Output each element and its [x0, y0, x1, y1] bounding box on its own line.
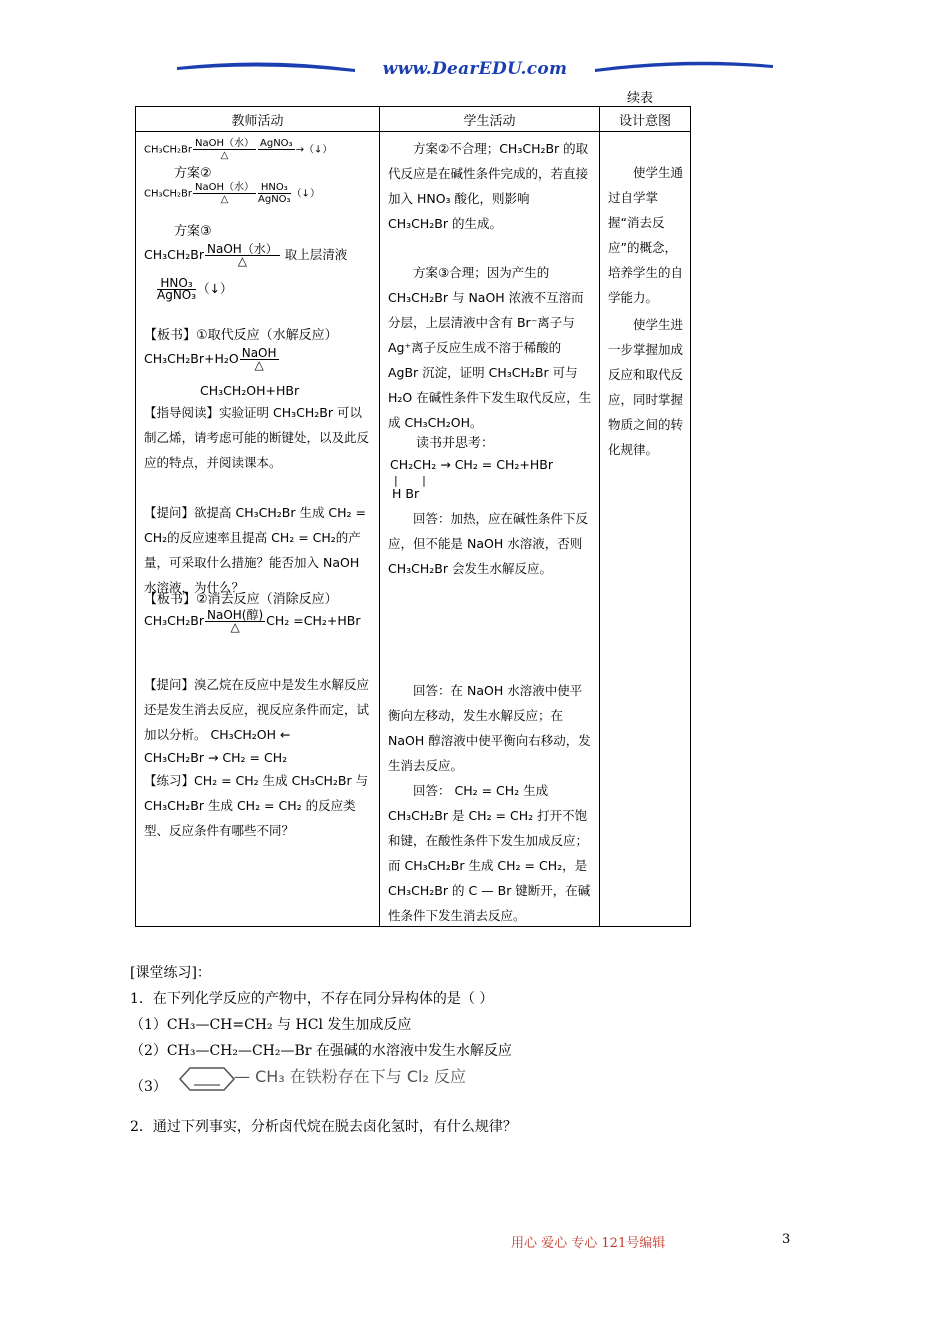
equation-4-right: CH₃CH₂OH+HBr: [200, 383, 300, 398]
exercise-section: [130, 960, 517, 1140]
student-answer-2: 回答：在 NaOH 水溶液中使平衡向左移动，发生水解反应；在 NaOH 醇溶液中使平衡向右移动，发生消去反应。: [388, 683, 591, 773]
eq4-cond: NaOH: [241, 346, 277, 360]
plan3-label: 方案③: [174, 224, 212, 239]
eq5-cond: NaOH(醇): [207, 608, 264, 622]
board-note-1: 【板书】①取代反应（水解反应）: [144, 328, 338, 343]
eq3b-cond1: HNO₃: [157, 278, 196, 290]
practice: 【练习】CH₂ = CH₂ 生成 CH₃CH₂Br 与 CH₃CH₂Br 生成 CH₂ = CH₂ 的反应类型、反应条件有哪些不同？: [144, 773, 369, 838]
eq5-right: CH₂ =CH₂+HBr: [266, 613, 361, 628]
eq5-heat: △: [230, 620, 240, 634]
board-note-2: 【板书】②消去反应（消除反应）: [144, 592, 338, 607]
teacher-cell: [136, 132, 380, 927]
read-think: 读书并思考：: [416, 436, 495, 451]
header-student: 学生活动: [380, 107, 600, 132]
equation-4: [144, 348, 280, 371]
continued-label: 续表: [627, 91, 654, 106]
option-2: （2）CH₃—CH₂—CH₂—Br 在强碱的水溶液中发生水解反应: [130, 1043, 512, 1059]
equation-5: [144, 610, 360, 633]
table-header-row: [136, 107, 691, 132]
header-design: 设计意图: [600, 107, 691, 132]
header-teacher: 教师活动: [136, 107, 380, 132]
guide-reading: 【指导阅读】实验证明 CH₃CH₂Br 可以制乙烯，请考虑可能的断键处，以及此反应的特点，并阅读课本。: [144, 405, 370, 470]
option-3-text: — CH₃ 在铁粉存在下与 Cl₂ 反应: [234, 1067, 466, 1086]
equation-3b: [156, 278, 233, 301]
eq4-left: CH₃CH₂Br+H₂O: [144, 351, 239, 366]
eq3-heat: △: [237, 254, 248, 268]
lesson-table: [135, 106, 691, 927]
page-number: 3: [782, 1232, 791, 1247]
eq1-cond2: AgNO₃: [260, 138, 293, 149]
plan2-label: 方案②: [174, 166, 212, 181]
option-1: （1）CH₃—CH=CH₂ 与 HCl 发生加成反应: [130, 1017, 412, 1033]
design-intent-2: 使学生进一步掌握加成反应和取代反应，同时掌握物质之间的转化规律。: [608, 317, 684, 457]
student-answer-1: 回答：加热，应在碱性条件下反应，但不能是 NaOH 水溶液，否则 CH₃CH₂Br 会发生水解反应。: [388, 511, 589, 576]
eq3-tail: 取上层清液: [284, 247, 348, 262]
design-cell: [600, 132, 691, 927]
student-plan3: 方案③合理；因为产生的 CH₃CH₂Br 与 NaOH 浓液不互溶而分层，上层清液中含有 Br⁻离子与 Ag⁺离子反应生成不溶于稀酸的 AgBr 沉淀，证明 CH₃CH₂Br 可与 H₂O 在碱性条件下发生取代反应，生成 CH₃CH₂OH。: [388, 265, 592, 430]
eq2-cond3: AgNO₃: [258, 194, 291, 205]
eq3b-tail: （↓）: [197, 281, 233, 296]
student-equation: CH₂CH₂ → CH₂ = CH₂+HBr: [390, 457, 553, 472]
eq3-left: CH₃CH₂Br: [144, 247, 204, 262]
eq1-heat: △: [220, 150, 229, 161]
student-answer-3: 回答： CH₂ = CH₂ 生成 CH₃CH₂Br 是 CH₂ = CH₂ 打开不饱和键，在酸性条件下发生加成反应；而 CH₃CH₂Br 生成 CH₂ = CH₂，是 CH₃CH₂Br 的 C — Br 键断开，在碱性条件下发生消去反应。: [388, 783, 591, 923]
eq5-left: CH₃CH₂Br: [144, 613, 204, 628]
eq4-heat: △: [254, 358, 264, 372]
header-logo: [175, 55, 775, 85]
option-3-number: （3）: [130, 1079, 167, 1095]
equation-1: [144, 138, 332, 161]
logo-text: www.DearEDU.com: [382, 59, 568, 79]
eq1-left: CH₃CH₂Br: [144, 144, 192, 156]
question-2-text: 2．通过下列事实，分析卤代烷在脱去卤化氢时，有什么规律？: [130, 1119, 517, 1135]
footer-editor: 用心 爱心 专心 121号编辑: [511, 1236, 666, 1251]
student-cell: [380, 132, 600, 927]
eq1-cond1: NaOH（水）: [195, 138, 254, 149]
equation-6: CH₃CH₂Br → CH₂ = CH₂: [144, 750, 288, 765]
eq3-cond: NaOH（水）: [207, 242, 278, 256]
equation-3: [144, 244, 347, 267]
question-2: 【提问】溴乙烷在反应中是发生水解反应还是发生消去反应，视反应条件而定，试加以分析。 CH₃CH₂OH ←: [144, 677, 370, 742]
eq2-tail: （↓）: [291, 188, 320, 200]
eq2-cond1: NaOH（水）: [195, 182, 254, 193]
eq2-cond2: HNO₃: [258, 182, 291, 194]
exercise-title: [课堂练习]：: [130, 965, 211, 981]
question-1-text: 1．在下列化学反应的产物中，不存在同分异构体的是（ ）: [130, 991, 494, 1007]
eq3b-cond2: AgNO₃: [157, 288, 197, 302]
eq1-tail: →（↓）: [295, 144, 333, 156]
equation-2: [144, 182, 320, 205]
student-plan2: 方案②不合理；CH₃CH₂Br 的取代反应是在碱性条件完成的，若直接加入 HNO₃ 酸化，则影响 CH₃CH₂Br 的生成。: [388, 141, 589, 231]
design-intent-1: 使学生通过自学掌握“消去反应”的概念，培养学生的自学能力。: [608, 165, 684, 305]
eq2-heat: △: [220, 194, 229, 205]
student-equation-sub: H Br: [392, 486, 420, 501]
table-row: [136, 132, 691, 927]
option-3: [130, 1064, 517, 1104]
bond-marks: | |: [394, 474, 426, 487]
question-1: 【提问】欲提高 CH₃CH₂Br 生成 CH₂ = CH₂的反应速率且提高 CH₂ = CH₂的产量，可采取什么措施？能否加入 NaOH 水溶液，为什么？: [144, 505, 366, 595]
eq2-left: CH₃CH₂Br: [144, 188, 192, 200]
